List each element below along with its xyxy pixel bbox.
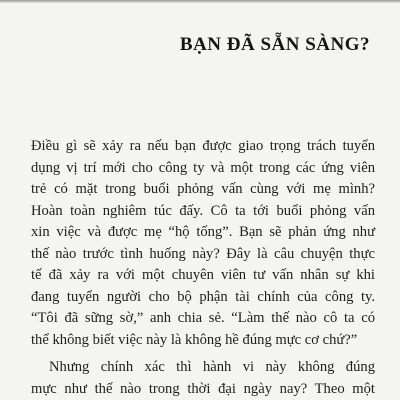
- text-line: đang tuyển người cho bộ phận tài chính của công ty.: [31, 288, 375, 305]
- text-line: thế nào trước tình huống này? Đây là câu chuyện thực: [31, 245, 375, 262]
- paragraph-2: [31, 357, 375, 400]
- text-line: dụng vị trí mới cho công ty và một trong các ứng viên: [31, 159, 375, 176]
- chapter-title: BẠN ĐÃ SẴN SÀNG?: [179, 34, 370, 55]
- text-line: Điều gì sẽ xảy ra nếu bạn được giao trọng trách tuyển: [31, 138, 375, 154]
- body-text: [31, 136, 375, 400]
- page-top-edge: [0, 0, 400, 3]
- text-line: xin việc và được mẹ “hộ tống”. Bạn sẽ phản ứng như: [31, 224, 375, 240]
- text-line: Hoàn toàn nghiêm túc đấy. Cô ta tới buổi phỏng vấn: [31, 202, 375, 219]
- text-line: trẻ có mặt trong buổi phỏng vấn cùng với mẹ mình?: [31, 181, 375, 197]
- text-line: Nhưng chính xác thì hành vi này không đúng: [49, 359, 375, 375]
- text-line: tế đã xảy ra với một chuyên viên tư vấn nhân sự khi: [31, 267, 375, 283]
- text-line: thể không biết việc này là không hề đúng mực cơ chứ?”: [31, 331, 358, 348]
- text-line: mực như thế nào trong thời đại ngày nay? Theo một: [31, 380, 375, 397]
- paragraph-1: [31, 136, 375, 351]
- text-line: “Tôi đã sững sờ,” anh chia sẻ. “Làm thế nào cô ta có: [31, 310, 375, 326]
